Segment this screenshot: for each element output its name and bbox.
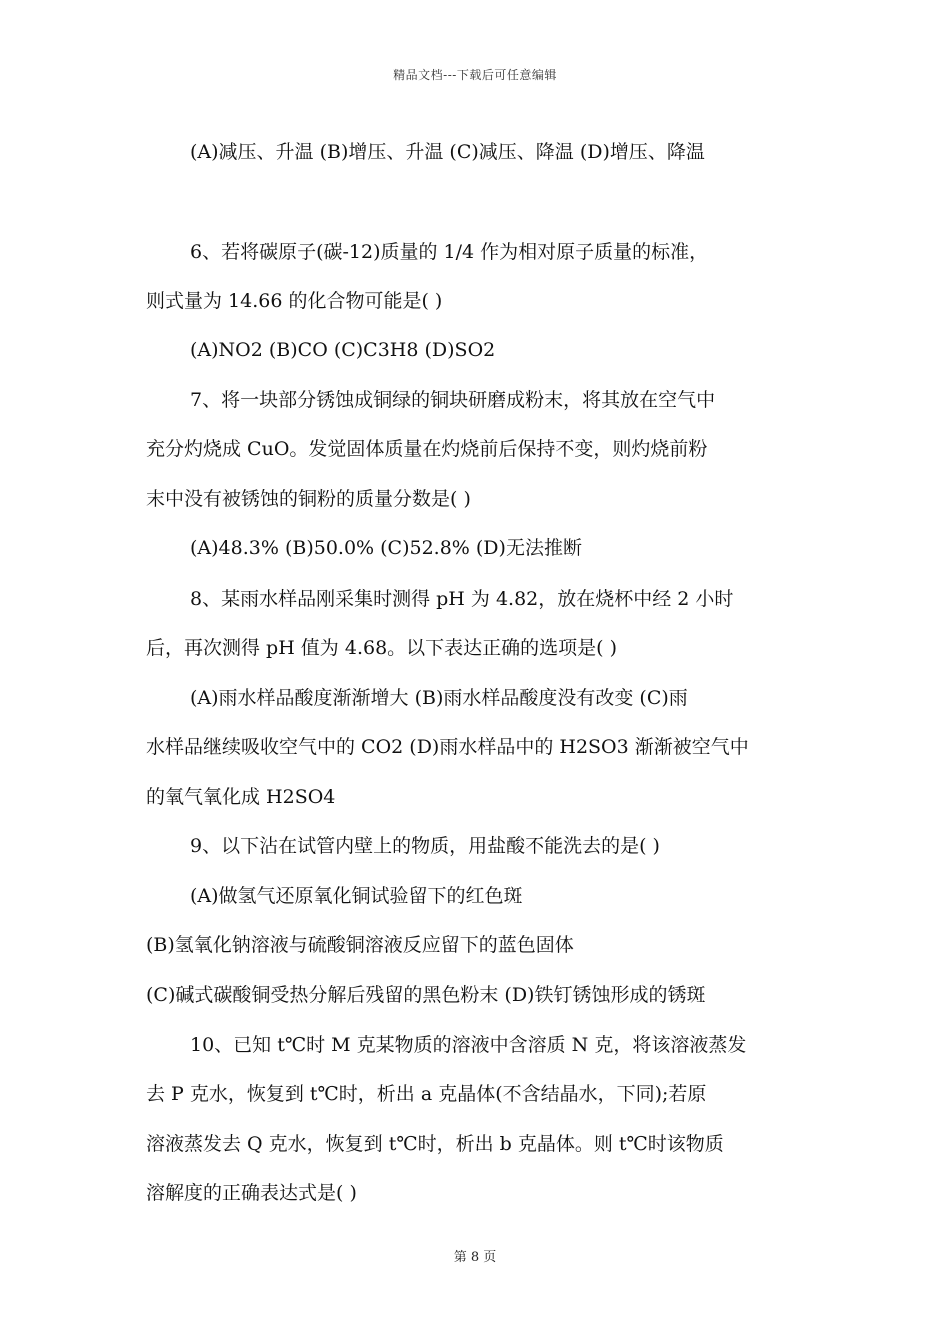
- page-number: 第 8 页: [453, 1250, 497, 1265]
- answer-options-5: (A)减压、升温 (B)增压、升温 (C)减压、降温 (D)增压、降温: [190, 141, 705, 163]
- answer-options-8-line-1: (A)雨水样品酸度渐渐增大 (B)雨水样品酸度没有改变 (C)雨: [190, 687, 688, 709]
- answer-options-8-line-3: 的氧气氧化成 H2SO4: [146, 786, 336, 808]
- question-8-line-1: 8、某雨水样品刚采集时测得 pH 为 4.82，放在烧杯中经 2 小时: [190, 588, 734, 610]
- answer-options-6: (A)NO2 (B)CO (C)C3H8 (D)SO2: [190, 339, 496, 361]
- answer-options-8-line-2: 水样品继续吸收空气中的 CO2 (D)雨水样品中的 H2SO3 渐渐被空气中: [146, 736, 749, 758]
- question-8-line-2: 后，再次测得 pH 值为 4.68。以下表达正确的选项是( ): [146, 637, 618, 659]
- answer-options-7: (A)48.3% (B)50.0% (C)52.8% (D)无法推断: [190, 537, 582, 559]
- answer-options-9-line-2: (B)氢氧化钠溶液与硫酸铜溶液反应留下的蓝色固体: [146, 934, 574, 956]
- question-6-line-1: 6、若将碳原子(碳-12)质量的 1/4 作为相对原子质量的标准，: [190, 241, 709, 263]
- question-6-line-2: 则式量为 14.66 的化合物可能是( ): [146, 290, 443, 312]
- question-7-line-1: 7、将一块部分锈蚀成铜绿的铜块研磨成粉末，将其放在空气中: [190, 389, 716, 411]
- question-10-line-4: 溶解度的正确表达式是( ): [146, 1182, 357, 1204]
- question-10-line-3: 溶液蒸发去 Q 克水，恢复到 t℃时，析出 b 克晶体。则 t℃时该物质: [146, 1133, 724, 1155]
- question-10-line-2: 去 P 克水，恢复到 t℃时，析出 a 克晶体(不含结晶水，下同);若原: [146, 1083, 707, 1105]
- question-7-line-3: 末中没有被锈蚀的铜粉的质量分数是( ): [146, 488, 471, 510]
- question-10-line-1: 10、已知 t℃时 M 克某物质的溶液中含溶质 N 克，将该溶液蒸发: [190, 1034, 747, 1056]
- answer-options-9-line-3: (C)碱式碳酸铜受热分解后残留的黑色粉末 (D)铁钉锈蚀形成的锈斑: [146, 984, 706, 1006]
- question-9-line-1: 9、以下沾在试管内壁上的物质，用盐酸不能洗去的是( ): [190, 835, 660, 857]
- page-header: 精品文档---下载后可任意编辑: [393, 68, 557, 82]
- question-7-line-2: 充分灼烧成 CuO。发觉固体质量在灼烧前后保持不变，则灼烧前粉: [146, 438, 708, 460]
- answer-options-9-line-1: (A)做氢气还原氧化铜试验留下的红色斑: [190, 885, 523, 907]
